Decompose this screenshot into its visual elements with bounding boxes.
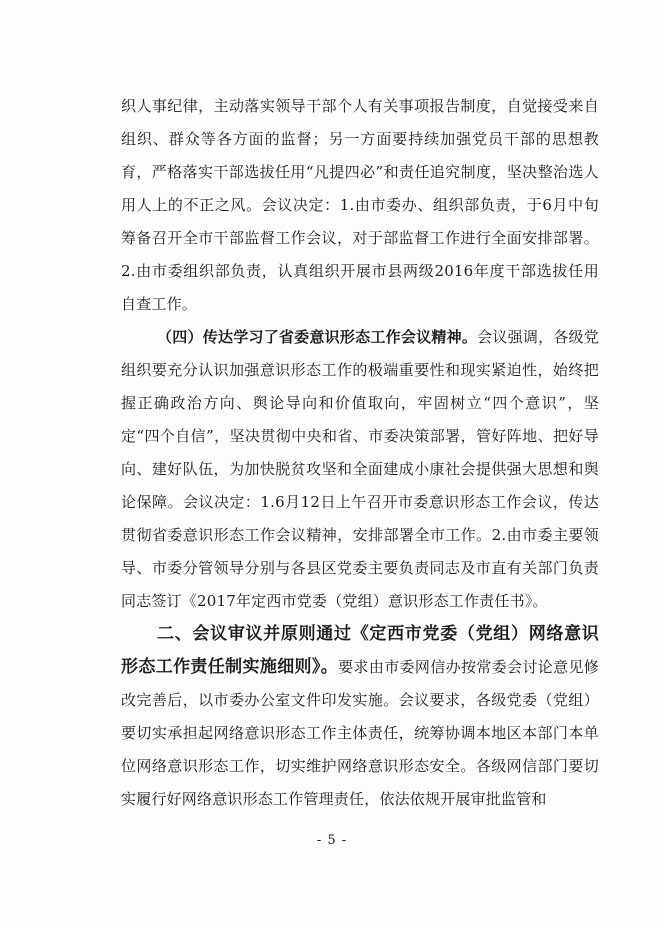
section-four-body: 会议强调，各级党组织要充分认识加强意识形态工作的极端重要性和现实紧迫性，始终把握正确政治方向、舆论导向和价值取向，牢固树立“四个意识”，坚定“四个自信”，坚决贯彻中央和省、市委决策部署，管好阵地、把好导向、建好队伍，为加快脱贫攻坚和全面建成小康社会提供强大思想和舆论保障。会议决定：1.6月12日上午召开市委意识形态工作会议，传达贯彻省委意识形态工作会议精神，安排部署全市工作。2.由市委主要领导、市委分管领导分别与各县区党委主要负责同志及市直有关部门负责同志签订《2017年定西市党委（党组）意识形态工作责任书》。 (121, 328, 599, 610)
section-two-body: 要求由市委网信办按常委会讨论意见修改完善后，以市委办公室文件印发实施。会议要求，各级党委（党组）要切实承担起网络意识形态工作主体责任，统筹协调本地区本部门本单位网络意识形态工作，切实维护网络意识形态安全。各级网信部门要切实履行好网络意识形态工作管理责任，依法依规开展审批监管和 (121, 658, 600, 808)
section-four-paragraph (121, 321, 599, 618)
section-two-paragraph (121, 618, 599, 816)
paragraph-continuation: 织人事纪律，主动落实领导干部个人有关事项报告制度，自觉接受来自组织、群众等各方面的监督；另一方面要持续加强党员干部的思想教育，严格落实干部选拔任用“凡提四必”和责任追究制度，坚决整治选人用人上的不正之风。会议决定：1.由市委办、组织部负责，于6月中旬筹备召开全市干部监督工作会议，对于部监督工作进行全面安排部署。2.由市委组织部负责，认真组织开展市县两级2016年度干部选拔任用自查工作。 (121, 97, 599, 313)
section-two-heading: 二、会议审议并原则通过《定西市党委（党组）网络意识形态工作责任制实施细则》。 (121, 624, 599, 677)
section-four-heading: （四）传达学习了省委意识形态工作会议精神。 (157, 328, 478, 346)
page-body (121, 90, 599, 816)
page-number: - 5 - (316, 833, 348, 848)
